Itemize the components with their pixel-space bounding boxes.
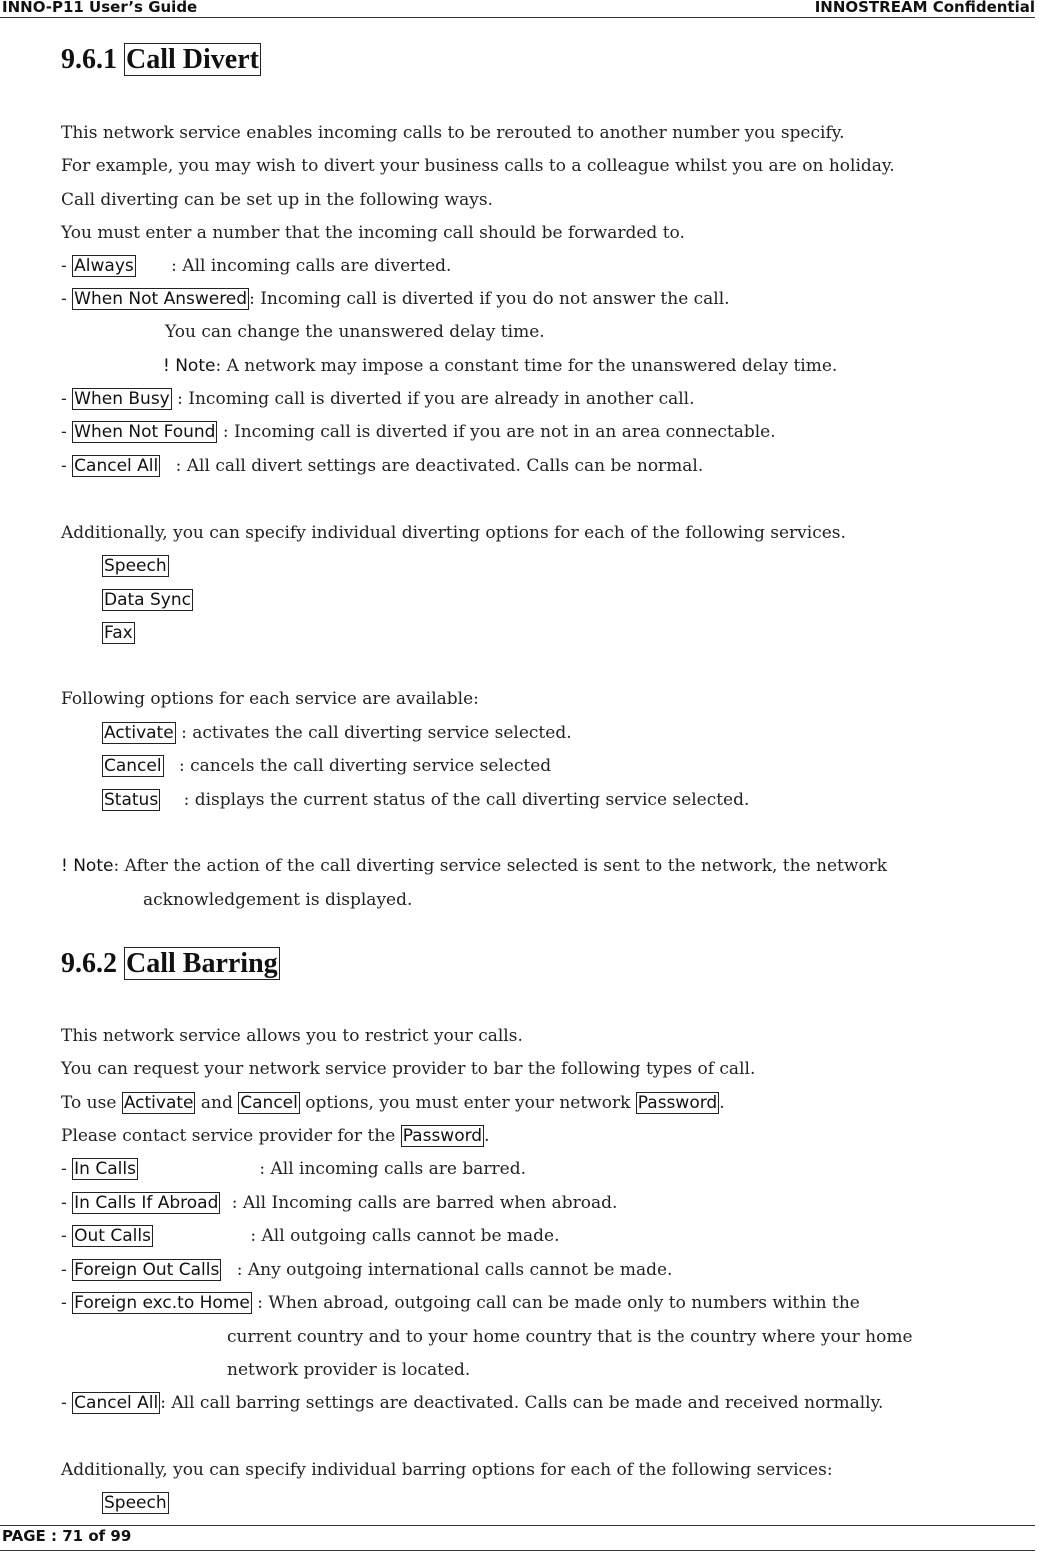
action-label: Activate: [104, 723, 174, 743]
paragraph: For example, you may wish to divert your business calls to a colleague whilst you are on holiday.: [61, 156, 895, 176]
section-number: 9.6.1: [61, 44, 117, 75]
password-ref: Password: [637, 1093, 718, 1113]
note-network-ack: [61, 855, 887, 877]
option-desc: : Incoming call is diverted if you do not answer the call.: [249, 289, 730, 309]
page-number: PAGE : 71 of 99: [2, 1527, 132, 1545]
note-text: : After the action of the call diverting service selected is sent to the network, the network: [113, 856, 888, 876]
option-desc: : Any outgoing international calls cannot be made.: [236, 1260, 673, 1280]
option-desc: : All call barring settings are deactivated. Calls can be made and received normally.: [160, 1393, 884, 1413]
option-label: Cancel All: [74, 456, 159, 476]
password-ref: Password: [402, 1126, 483, 1146]
option-label: In Calls: [74, 1159, 136, 1179]
action-desc: : cancels the call diverting service selected: [179, 756, 552, 776]
action-desc: : displays the current status of the call diverting service selected.: [183, 790, 750, 810]
paragraph: Following options for each service are available:: [61, 689, 479, 709]
paragraph: You must enter a number that the incoming call should be forwarded to.: [61, 223, 685, 243]
action-label: Status: [104, 790, 159, 810]
option-label: In Calls If Abroad: [74, 1193, 219, 1213]
note-continuation: acknowledgement is displayed.: [143, 890, 413, 910]
note-label: ! Note: [163, 356, 216, 376]
option-label: Foreign Out Calls: [74, 1260, 220, 1280]
action-label: Cancel: [104, 756, 162, 776]
option-label: Foreign exc.to Home: [74, 1293, 250, 1313]
option-desc: : All Incoming calls are barred when abroad.: [231, 1193, 618, 1213]
service-speech: Speech: [104, 1493, 167, 1513]
header-confidential: INNOSTREAM Confidential: [814, 0, 1035, 16]
option-desc: : When abroad, outgoing call can be made only to numbers within the: [257, 1293, 860, 1313]
option-desc: : All outgoing calls cannot be made.: [250, 1226, 560, 1246]
barring-option-cancel-all: - Cancel All : All call barring settings are deactivated. Calls can be made and received normally.: [61, 1393, 884, 1413]
barring-option-foreign-out: - Foreign Out Calls : Any outgoing international calls cannot be made.: [61, 1260, 673, 1280]
service-data-sync: Data Sync: [104, 590, 191, 610]
section-title: Call Divert: [126, 44, 259, 75]
note-unanswered-delay: [163, 355, 837, 377]
paragraph: Additionally, you can specify individual barring options for each of the following services:: [61, 1460, 833, 1480]
barring-option-out-calls: - Out Calls : All outgoing calls cannot be made.: [61, 1226, 560, 1246]
option-label: When Not Found: [74, 422, 216, 442]
option-desc: : Incoming call is diverted if you are not in an area connectable.: [222, 422, 776, 442]
action-cancel: [102, 755, 551, 777]
paragraph-contact: Please contact service provider for the Password .: [61, 1126, 490, 1146]
divert-option-not-answered: - When Not Answered : Incoming call is diverted if you do not answer the call.: [61, 289, 730, 309]
barring-option-foreign-exc-home: - Foreign exc.to Home : When abroad, outgoing call can be made only to numbers within the: [61, 1293, 860, 1313]
activate-ref: Activate: [123, 1093, 194, 1113]
page-footer: [0, 1525, 1035, 1551]
option-label: Out Calls: [74, 1226, 151, 1246]
section-heading-call-divert: [61, 44, 261, 76]
action-activate: [102, 722, 572, 744]
section-number: 9.6.2: [61, 948, 117, 979]
page-header: [0, 0, 1035, 18]
option-label: When Busy: [74, 389, 170, 409]
option-continuation: You can change the unanswered delay time.: [165, 322, 545, 342]
paragraph: This network service enables incoming calls to be rerouted to another number you specify.: [61, 123, 845, 143]
option-continuation: network provider is located.: [227, 1360, 471, 1380]
section-heading-call-barring: [61, 948, 280, 980]
option-continuation: current country and to your home country that is the country where your home: [227, 1327, 913, 1347]
option-label: Always: [74, 256, 134, 276]
option-desc: : All incoming calls are barred.: [259, 1159, 526, 1179]
barring-option-in-calls-abroad: - In Calls If Abroad : All Incoming calls are barred when abroad.: [61, 1193, 618, 1213]
paragraph: Additionally, you can specify individual diverting options for each of the following services.: [61, 523, 846, 543]
cancel-ref: Cancel: [240, 1093, 298, 1113]
note-label: ! Note: [61, 856, 114, 876]
paragraph-password: To use Activate and Cancel options, you must enter your network Password .: [61, 1093, 725, 1113]
note-text: : A network may impose a constant time for the unanswered delay time.: [215, 356, 838, 376]
option-desc: : All incoming calls are diverted.: [171, 256, 452, 276]
barring-option-in-calls: - In Calls : All incoming calls are barred.: [61, 1159, 526, 1179]
divert-option-not-found: - When Not Found : Incoming call is diverted if you are not in an area connectable.: [61, 422, 776, 442]
divert-option-always: - Always : All incoming calls are diverted.: [61, 256, 452, 276]
divert-option-busy: - When Busy : Incoming call is diverted if you are already in another call.: [61, 389, 695, 409]
divert-option-cancel-all: - Cancel All : All call divert settings are deactivated. Calls can be normal.: [61, 456, 704, 476]
paragraph: This network service allows you to restrict your calls.: [61, 1026, 523, 1046]
option-label: When Not Answered: [74, 289, 248, 309]
option-desc: : All call divert settings are deactivated. Calls can be normal.: [175, 456, 704, 476]
section-title: Call Barring: [126, 948, 278, 979]
header-doc-title: INNO-P11 User’s Guide: [2, 0, 198, 16]
option-label: Cancel All: [74, 1393, 159, 1413]
option-desc: : Incoming call is diverted if you are already in another call.: [177, 389, 695, 409]
paragraph: Call diverting can be set up in the following ways.: [61, 190, 493, 210]
paragraph: You can request your network service provider to bar the following types of call.: [61, 1059, 756, 1079]
action-status: [102, 789, 749, 811]
service-fax: Fax: [104, 623, 133, 643]
action-desc: : activates the call diverting service selected.: [181, 723, 572, 743]
service-speech: Speech: [104, 556, 167, 576]
